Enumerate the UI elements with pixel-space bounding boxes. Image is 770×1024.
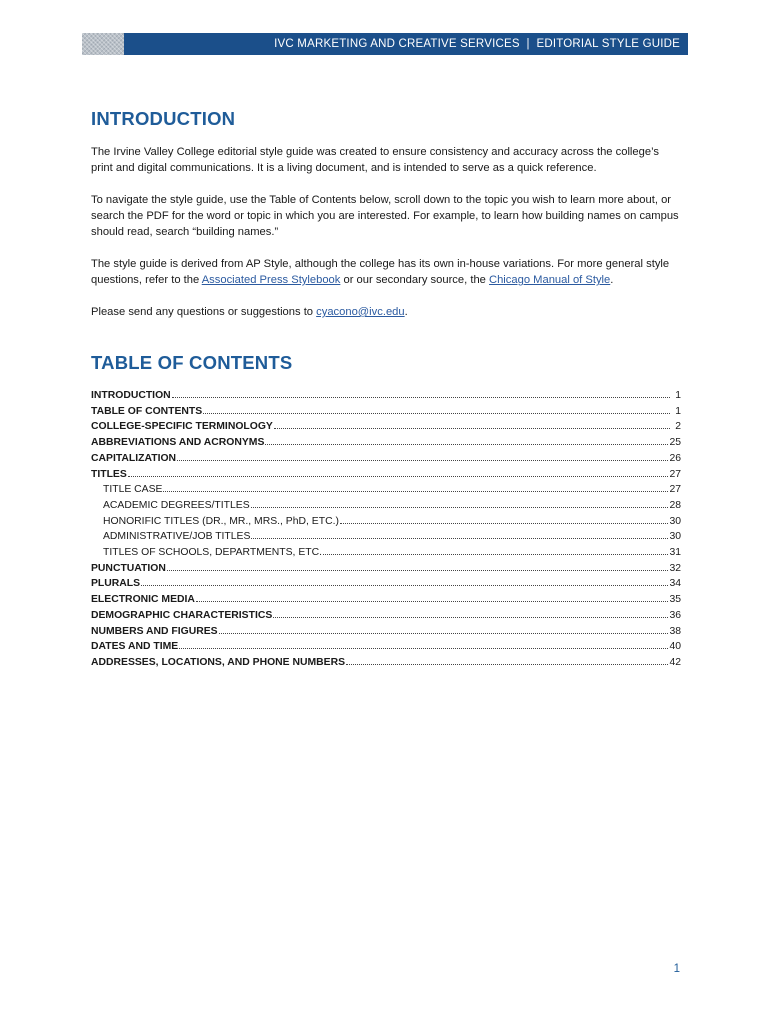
toc-entry-capitalization[interactable] xyxy=(91,451,681,467)
toc-entry-college-specific-terminology[interactable] xyxy=(91,419,681,435)
toc-entry-electronic-media[interactable] xyxy=(91,592,681,608)
toc-entry-page: 2 xyxy=(675,421,681,433)
toc-entry-introduction[interactable] xyxy=(91,388,681,404)
intro-paragraph-4-text-a: Please send any questions or suggestions to xyxy=(91,306,317,318)
toc-entry-title-case[interactable] xyxy=(91,482,681,498)
toc-entry-page: 30 xyxy=(669,531,681,543)
toc-entry-label: CAPITALIZATION xyxy=(91,452,177,464)
toc-entry-label: COLLEGE-SPECIFIC TERMINOLOGY xyxy=(91,421,273,433)
toc-entry-demographic-characteristics[interactable] xyxy=(91,608,681,624)
toc-entry-page: 31 xyxy=(669,547,681,559)
toc-entry-page: 34 xyxy=(669,578,681,590)
toc-dot-leader xyxy=(251,498,669,508)
toc-entry-honorific-titles[interactable] xyxy=(91,514,681,530)
toc-entry-academic-degrees-titles[interactable] xyxy=(91,498,681,514)
toc-entry-abbreviations-and-acronyms[interactable] xyxy=(91,435,681,451)
toc-entry-label: ADMINISTRATIVE/JOB TITLES xyxy=(103,531,251,543)
toc-entry-label: ELECTRONIC MEDIA xyxy=(91,594,195,606)
toc-entry-label: HONORIFIC TITLES (DR., MR., MRS., PhD, ETC.) xyxy=(103,515,339,527)
toc-entry-label: PUNCTUATION xyxy=(91,562,166,574)
toc-entry-page: 40 xyxy=(669,641,681,653)
toc-dot-leader xyxy=(172,388,670,398)
toc-dot-leader xyxy=(346,655,668,665)
toc-dot-leader xyxy=(323,545,668,555)
toc-entry-label: DEMOGRAPHIC CHARACTERISTICS xyxy=(91,609,273,621)
toc-entry-plurals[interactable] xyxy=(91,576,681,592)
toc-entry-administrative-job-titles[interactable] xyxy=(91,529,681,545)
toc-dot-leader xyxy=(177,451,668,461)
toc-list xyxy=(91,388,681,671)
toc-dot-leader xyxy=(340,514,669,524)
toc-dot-leader xyxy=(273,608,668,618)
toc-dot-leader xyxy=(167,561,669,571)
chicago-manual-link[interactable]: Chicago Manual of Style xyxy=(489,274,611,286)
toc-heading: TABLE OF CONTENTS xyxy=(91,352,293,373)
toc-entry-page: 35 xyxy=(669,594,681,606)
intro-paragraph-3-text-c: . xyxy=(610,274,614,286)
toc-entry-dates-and-time[interactable] xyxy=(91,639,681,655)
toc-entry-label: ABBREVIATIONS AND ACRONYMS xyxy=(91,437,265,449)
toc-entry-titles-of-schools[interactable] xyxy=(91,545,681,561)
toc-entry-label: PLURALS xyxy=(91,578,141,590)
intro-paragraph-3 xyxy=(91,256,681,288)
toc-entry-titles[interactable] xyxy=(91,467,681,483)
toc-entry-page: 28 xyxy=(669,499,681,511)
toc-dot-leader xyxy=(203,404,670,414)
intro-paragraph-2: To navigate the style guide, use the Table of Contents below, scroll down to the topic you wish to learn more about, or search the PDF for the word or topic in which you are interested. For example, to learn how building names on campus should read, search “building names.” xyxy=(91,194,679,238)
toc-dot-leader xyxy=(219,624,669,634)
toc-dot-leader xyxy=(196,592,669,602)
document-header xyxy=(82,33,688,55)
toc-entry-label: TITLE CASE xyxy=(103,484,163,496)
intro-paragraph-4-text-b: . xyxy=(404,306,408,318)
toc-entry-page: 27 xyxy=(669,484,681,496)
toc-entry-label: ACADEMIC DEGREES/TITLES xyxy=(103,499,250,511)
introduction-heading: INTRODUCTION xyxy=(91,108,236,129)
toc-entry-page: 42 xyxy=(669,656,681,668)
toc-entry-page: 1 xyxy=(675,405,681,417)
intro-paragraph-4 xyxy=(91,304,681,320)
toc-entry-page: 36 xyxy=(669,609,681,621)
toc-entry-label: NUMBERS AND FIGURES xyxy=(91,625,218,637)
intro-paragraph-3-text-b: or our secondary source, the xyxy=(340,274,489,286)
toc-entry-page: 32 xyxy=(669,562,681,574)
toc-entry-label: DATES AND TIME xyxy=(91,641,179,653)
ap-stylebook-link[interactable]: Associated Press Stylebook xyxy=(201,274,341,286)
toc-entry-page: 1 xyxy=(675,390,681,401)
header-title: IVC MARKETING AND CREATIVE SERVICES | EDITORIAL STYLE GUIDE xyxy=(274,38,680,50)
toc-dot-leader xyxy=(163,482,668,492)
toc-entry-page: 25 xyxy=(669,437,681,449)
toc-entry-table-of-contents[interactable] xyxy=(91,404,681,420)
toc-entry-page: 26 xyxy=(669,452,681,464)
toc-dot-leader xyxy=(274,419,670,429)
toc-entry-label: INTRODUCTION xyxy=(91,390,171,401)
page-number: 1 xyxy=(673,963,680,975)
toc-entry-label: TITLES xyxy=(91,468,127,480)
toc-entry-page: 30 xyxy=(669,515,681,527)
intro-paragraph-3-text-a: The style guide is derived from AP Style, although the college has its own in-house variations. For more general style questions, refer to the xyxy=(91,258,670,286)
page-content xyxy=(91,108,681,671)
toc-entry-punctuation[interactable] xyxy=(91,561,681,577)
toc-dot-leader xyxy=(251,529,668,539)
toc-entry-page: 38 xyxy=(669,625,681,637)
header-bar xyxy=(124,33,688,55)
toc-dot-leader xyxy=(265,435,668,445)
toc-entry-label: TITLES OF SCHOOLS, DEPARTMENTS, ETC. xyxy=(103,547,323,559)
toc-entry-label: TABLE OF CONTENTS xyxy=(91,405,203,417)
toc-dot-leader xyxy=(128,467,669,477)
toc-dot-leader xyxy=(179,639,668,649)
toc-entry-label: ADDRESSES, LOCATIONS, AND PHONE NUMBERS xyxy=(91,656,346,668)
contact-email-link[interactable]: cyacono@ivc.edu xyxy=(316,306,405,318)
intro-paragraph-1: The Irvine Valley College editorial style guide was created to ensure consistency and accuracy across the college’s print and digital communications. It is a living document, and is intended to serve as a quick reference. xyxy=(91,146,659,174)
toc-entry-numbers-and-figures[interactable] xyxy=(91,624,681,640)
toc-entry-page: 27 xyxy=(669,468,681,480)
toc-entry-addresses-locations-phone-numbers[interactable] xyxy=(91,655,681,671)
toc-dot-leader xyxy=(141,576,668,586)
header-texture-block xyxy=(82,33,124,55)
